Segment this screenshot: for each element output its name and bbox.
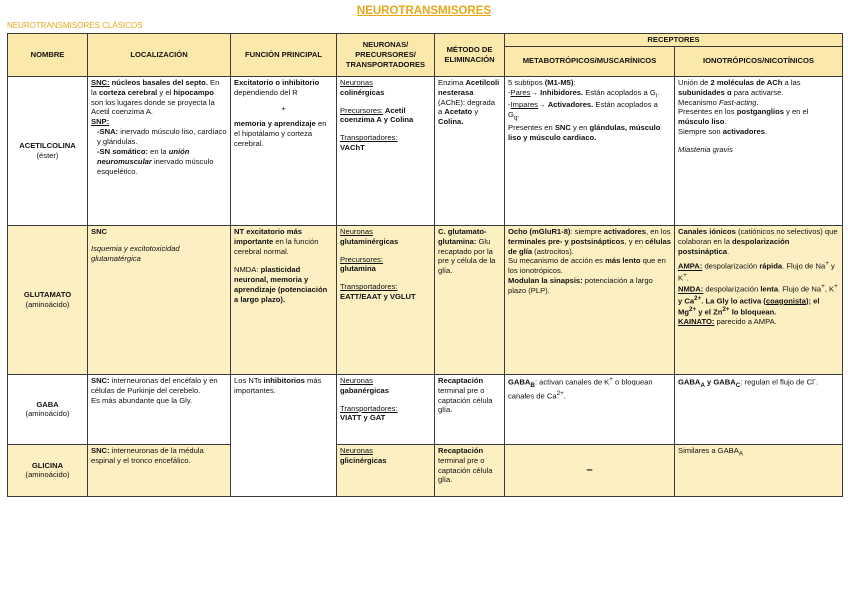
text: SNC: (91, 445, 110, 455)
name-cell (8, 225, 88, 374)
ionotropicos-cell (675, 444, 843, 496)
metabotropicos-cell (505, 76, 675, 225)
text: Impares (510, 100, 538, 110)
nt-name: ACETILCOLINA (19, 141, 76, 150)
text: 5 subtipos (508, 77, 545, 87)
text: . (726, 246, 730, 256)
superscript: 2+ (722, 306, 730, 313)
text: . (657, 87, 660, 97)
funcion-cell (231, 76, 337, 225)
text: gabanérgicas (340, 385, 389, 395)
text: Transportadores: (340, 133, 398, 143)
text: activadores (722, 127, 765, 137)
row-acetilcolina (8, 76, 843, 225)
header-funcion: FUNCIÓN PRINCIPAL (231, 34, 337, 77)
text: para activarse. (731, 87, 784, 97)
text: Canales iónicos (678, 226, 736, 236)
text: Enzima (438, 77, 466, 87)
text: lenta (760, 284, 779, 294)
text: músculo liso (678, 117, 725, 127)
text: - (508, 87, 511, 97)
text: activadores (603, 226, 647, 236)
superscript: + (609, 375, 613, 383)
text: hipocampo (173, 87, 214, 97)
text: Están acoplados a G (583, 87, 656, 97)
text: . Flujo de Na (778, 284, 822, 294)
text: y en (570, 123, 590, 133)
subscript: A (738, 450, 744, 458)
text: interneuronas del encéfalo y en células de Purkinje del cerebelo. (91, 375, 218, 395)
header-neuronas: NEURONAS/ PRECURSORES/ TRANSPORTADORES (337, 34, 435, 77)
superscript: + (834, 283, 838, 291)
header-localizacion: LOCALIZACIÓN (88, 34, 231, 77)
text: plasticidad neuronal, memoria y aprendizaje (potenciación a largo plazo). (234, 265, 328, 305)
header-eliminacion: MÉTODO DE ELIMINACIÓN (435, 34, 505, 77)
text: Su mecanismo de acción es (508, 256, 606, 266)
page-title: NEUROTRANSMISORES (356, 5, 492, 17)
text: SNC (554, 123, 571, 133)
text: y en el (783, 107, 809, 117)
text: potenciación a largo plazo (PLP). (508, 276, 653, 296)
plus-sign: + (281, 103, 286, 113)
text: rápida (759, 261, 783, 271)
text: Neuronas (340, 445, 373, 455)
text: Transportadores: (340, 282, 398, 292)
text: Recaptación (438, 375, 484, 385)
text: lo bloquean. (729, 307, 777, 317)
text: NMDA: (234, 265, 261, 275)
section-subtitle: NEUROTRANSMISORES CLÁSICOS (7, 21, 143, 30)
text: (astrocitos). (532, 246, 574, 256)
text: glándulas, músculo liso y músculo cardiaco. (508, 123, 661, 142)
text: glutamina (340, 264, 376, 274)
text: en el hipotálamo y corteza cerebral. (234, 119, 327, 149)
text: o bloquean canales de Ca (508, 377, 653, 401)
localizacion-cell (88, 444, 231, 496)
text: a las (782, 77, 801, 87)
text: Neuronas (340, 375, 373, 385)
text: , en los (646, 226, 671, 236)
text: (catiónicos no selectivos) que colaboran en la (678, 226, 838, 246)
text: NT excitatorio más importante (234, 226, 302, 246)
text: : (573, 77, 576, 87)
neuronas-cell (337, 225, 435, 374)
nt-type: (aminoácido) (25, 409, 70, 419)
text: memoria y aprendizaje (234, 119, 316, 129)
text: Neuronas (340, 77, 373, 87)
text: EATT/EAAT y VGLUT (340, 292, 416, 302)
text: GABA (678, 377, 701, 387)
neurotransmitter-table (7, 33, 843, 497)
text: y el (157, 87, 174, 97)
funcion-cell (231, 374, 337, 496)
text: VAChT (340, 143, 365, 153)
text: . (764, 127, 768, 137)
text: y K (678, 261, 835, 283)
funcion-cell (231, 225, 337, 374)
text: Presentes en (508, 123, 555, 133)
text: glutaminérgicas (340, 236, 399, 246)
text: Pares (510, 87, 531, 97)
row-gaba (8, 374, 843, 444)
nt-name: GLICINA (31, 460, 64, 470)
text: despolarización (702, 261, 760, 271)
ionotropicos-cell (675, 374, 843, 444)
text: y (472, 107, 479, 117)
text: dependiendo del R (234, 87, 298, 97)
text: Inhibidores. (540, 87, 584, 97)
text: , y en (624, 236, 646, 246)
superscript: - (813, 375, 816, 383)
metabotropicos-cell: – (505, 444, 675, 496)
localizacion-cell (88, 225, 231, 374)
text: . Flujo de Na (782, 261, 826, 271)
text: Los NTs (234, 375, 264, 385)
text: ); el Mg (678, 296, 820, 317)
text: Colina. (438, 117, 464, 127)
text: Similares a GABA (678, 445, 739, 455)
text: más lento (605, 256, 641, 266)
text: Unión de (678, 77, 711, 87)
row-glutamato (8, 225, 843, 374)
neuronas-cell (337, 374, 435, 444)
text: GABA (508, 377, 531, 387)
name-cell (8, 76, 88, 225)
eliminacion-cell (435, 374, 505, 444)
text: Excitatorio o inhibitorio (234, 77, 320, 87)
name-cell (8, 374, 88, 444)
text: glicinérgicas (340, 455, 387, 465)
text: inervado músculo esquelético. (97, 156, 214, 176)
ionotropicos-cell (675, 76, 843, 225)
text: despolarización (703, 284, 761, 294)
text: inhibitorios (263, 375, 305, 385)
superscript: 2+ (694, 294, 702, 302)
eliminacion-cell (435, 225, 505, 374)
eliminacion-cell (435, 76, 505, 225)
text: . (756, 97, 759, 107)
text: Ocho (mGluR1-8) (508, 226, 571, 236)
text: (M1-M5) (544, 77, 574, 87)
text: (AChE): degrada a (438, 97, 495, 117)
eliminacion-cell (435, 444, 505, 496)
superscript: 2+ (688, 306, 697, 313)
text: terminal pre o captación célula glía. (438, 455, 493, 485)
metabotropicos-cell (505, 374, 675, 444)
subscript: A (700, 381, 705, 389)
row-glicina (8, 444, 843, 496)
text: Siempre son (678, 127, 723, 137)
text: Isquemia y excitotoxicidad glutamatérgica (91, 243, 180, 263)
subscript: B (530, 381, 535, 389)
text: terminales pre- y postsinápticos (508, 236, 625, 246)
text: despolarización postsináptica (678, 236, 790, 256)
header-row (8, 34, 843, 47)
nmda-label: NMDA: (678, 284, 704, 294)
text: 2 moléculas de ACh (710, 77, 783, 87)
text: Están acoplados a G (508, 100, 658, 120)
neuronas-cell (337, 76, 435, 225)
text: Acetilcolinesterasa (438, 77, 500, 97)
sna-label: -SNA: (97, 127, 119, 137)
nt-type: (aminoácido) (25, 470, 70, 480)
text: postganglios (736, 107, 784, 117)
subscript: i (655, 92, 658, 100)
text: . (563, 391, 566, 401)
text: Miastenia gravis (678, 145, 733, 155)
text: VIATT y GAT (340, 413, 386, 423)
text: C. glutamato-glutamina: (438, 226, 487, 246)
sns-label: -SN somático: (97, 146, 149, 156)
text: Fast-acting (718, 97, 757, 107)
superscript: 2+ (556, 390, 564, 398)
text: Acetato (444, 107, 473, 117)
text: En la (91, 77, 220, 97)
nt-name: GABA (36, 399, 59, 409)
text: SNC: (91, 375, 110, 385)
header-ionotropicos: IONOTRÓPICOS/NICOTÍNICOS (675, 46, 843, 76)
text: . (517, 110, 520, 120)
text: Presentes en los (678, 107, 737, 117)
text: Acetil coenzima A y Colina (340, 105, 414, 125)
text: : siempre (570, 226, 604, 236)
text: en la (148, 146, 169, 156)
text: subunidades ɑ (678, 87, 732, 97)
localizacion-cell (88, 374, 231, 444)
text: Neuronas (340, 226, 373, 236)
nt-type: (éster) (36, 150, 59, 160)
text: inervado músculo liso, cardíaco y glándulas. (97, 127, 227, 147)
subscript: q (513, 114, 518, 122)
nt-type: (aminoácido) (25, 299, 70, 309)
arrow: → (537, 100, 548, 110)
text: Precursores: (340, 254, 384, 264)
text: Glu recaptado por la pre y célula de la glía. (438, 236, 496, 276)
text: y GABA (704, 377, 736, 387)
text: : regulan el flujo de Cl (740, 377, 814, 387)
header-receptores: RECEPTORES (505, 34, 843, 47)
text: . La Gly lo activa ( (701, 296, 766, 306)
text: interneuronas de la médula espinal y el tronco encefálico. (91, 445, 204, 465)
text: Activadores. (547, 100, 594, 110)
text: . (815, 377, 819, 387)
superscript: + (821, 283, 825, 291)
text: SNC (91, 226, 108, 236)
snc-label: SNC: (91, 77, 110, 87)
text: más importantes. (234, 375, 322, 395)
text: y Ca (678, 296, 695, 306)
superscript: + (825, 260, 829, 268)
text: Recaptación (438, 445, 484, 455)
text: células de glía (508, 236, 671, 256)
text: . (686, 273, 689, 283)
text: Es más abundante que la Gly. (91, 395, 193, 405)
text: en la función cerebral normal. (234, 236, 319, 256)
ionotropicos-cell (675, 225, 843, 374)
neuronas-cell (337, 444, 435, 496)
text: colinérgicas (340, 87, 385, 97)
text: Mecanismo (678, 97, 719, 107)
text: : activan canales de K (534, 377, 610, 387)
text: - (508, 100, 511, 110)
superscript: + (683, 271, 687, 279)
text: que en los ionotrópicos. (508, 256, 666, 276)
text: núcleos basales del septo. (109, 77, 208, 87)
text: Transportadores: (340, 403, 398, 413)
text: coagonista (765, 296, 806, 306)
snp-label: SNP: (91, 117, 110, 127)
ampa-label: AMPA: (678, 261, 703, 271)
header-nombre: NOMBRE (8, 34, 88, 77)
text: Precursores: (340, 105, 384, 115)
text: unión neuromuscular (97, 146, 190, 166)
text: corteza cerebral (99, 87, 158, 97)
header-metabotropicos: METABOTRÓPICOS/MUSCARÍNICOS (505, 46, 675, 76)
metabotropicos-cell (505, 225, 675, 374)
text: son los lugares donde se proyecta la Acetil coenzima A. (91, 97, 215, 117)
text: Modulan la sinapsis: (508, 276, 583, 286)
localizacion-cell (88, 76, 231, 225)
kainato-label: KAINATO: (678, 317, 715, 327)
text: terminal pre o captación célula glía. (438, 385, 493, 415)
text: y el Zn (696, 307, 723, 317)
text: parecido a AMPA. (714, 317, 777, 327)
name-cell (8, 444, 88, 496)
nt-name: GLUTAMATO (23, 290, 72, 299)
arrow: → (530, 87, 541, 97)
text: , K (824, 284, 835, 294)
subscript: C (735, 381, 741, 389)
text: . (724, 117, 727, 127)
